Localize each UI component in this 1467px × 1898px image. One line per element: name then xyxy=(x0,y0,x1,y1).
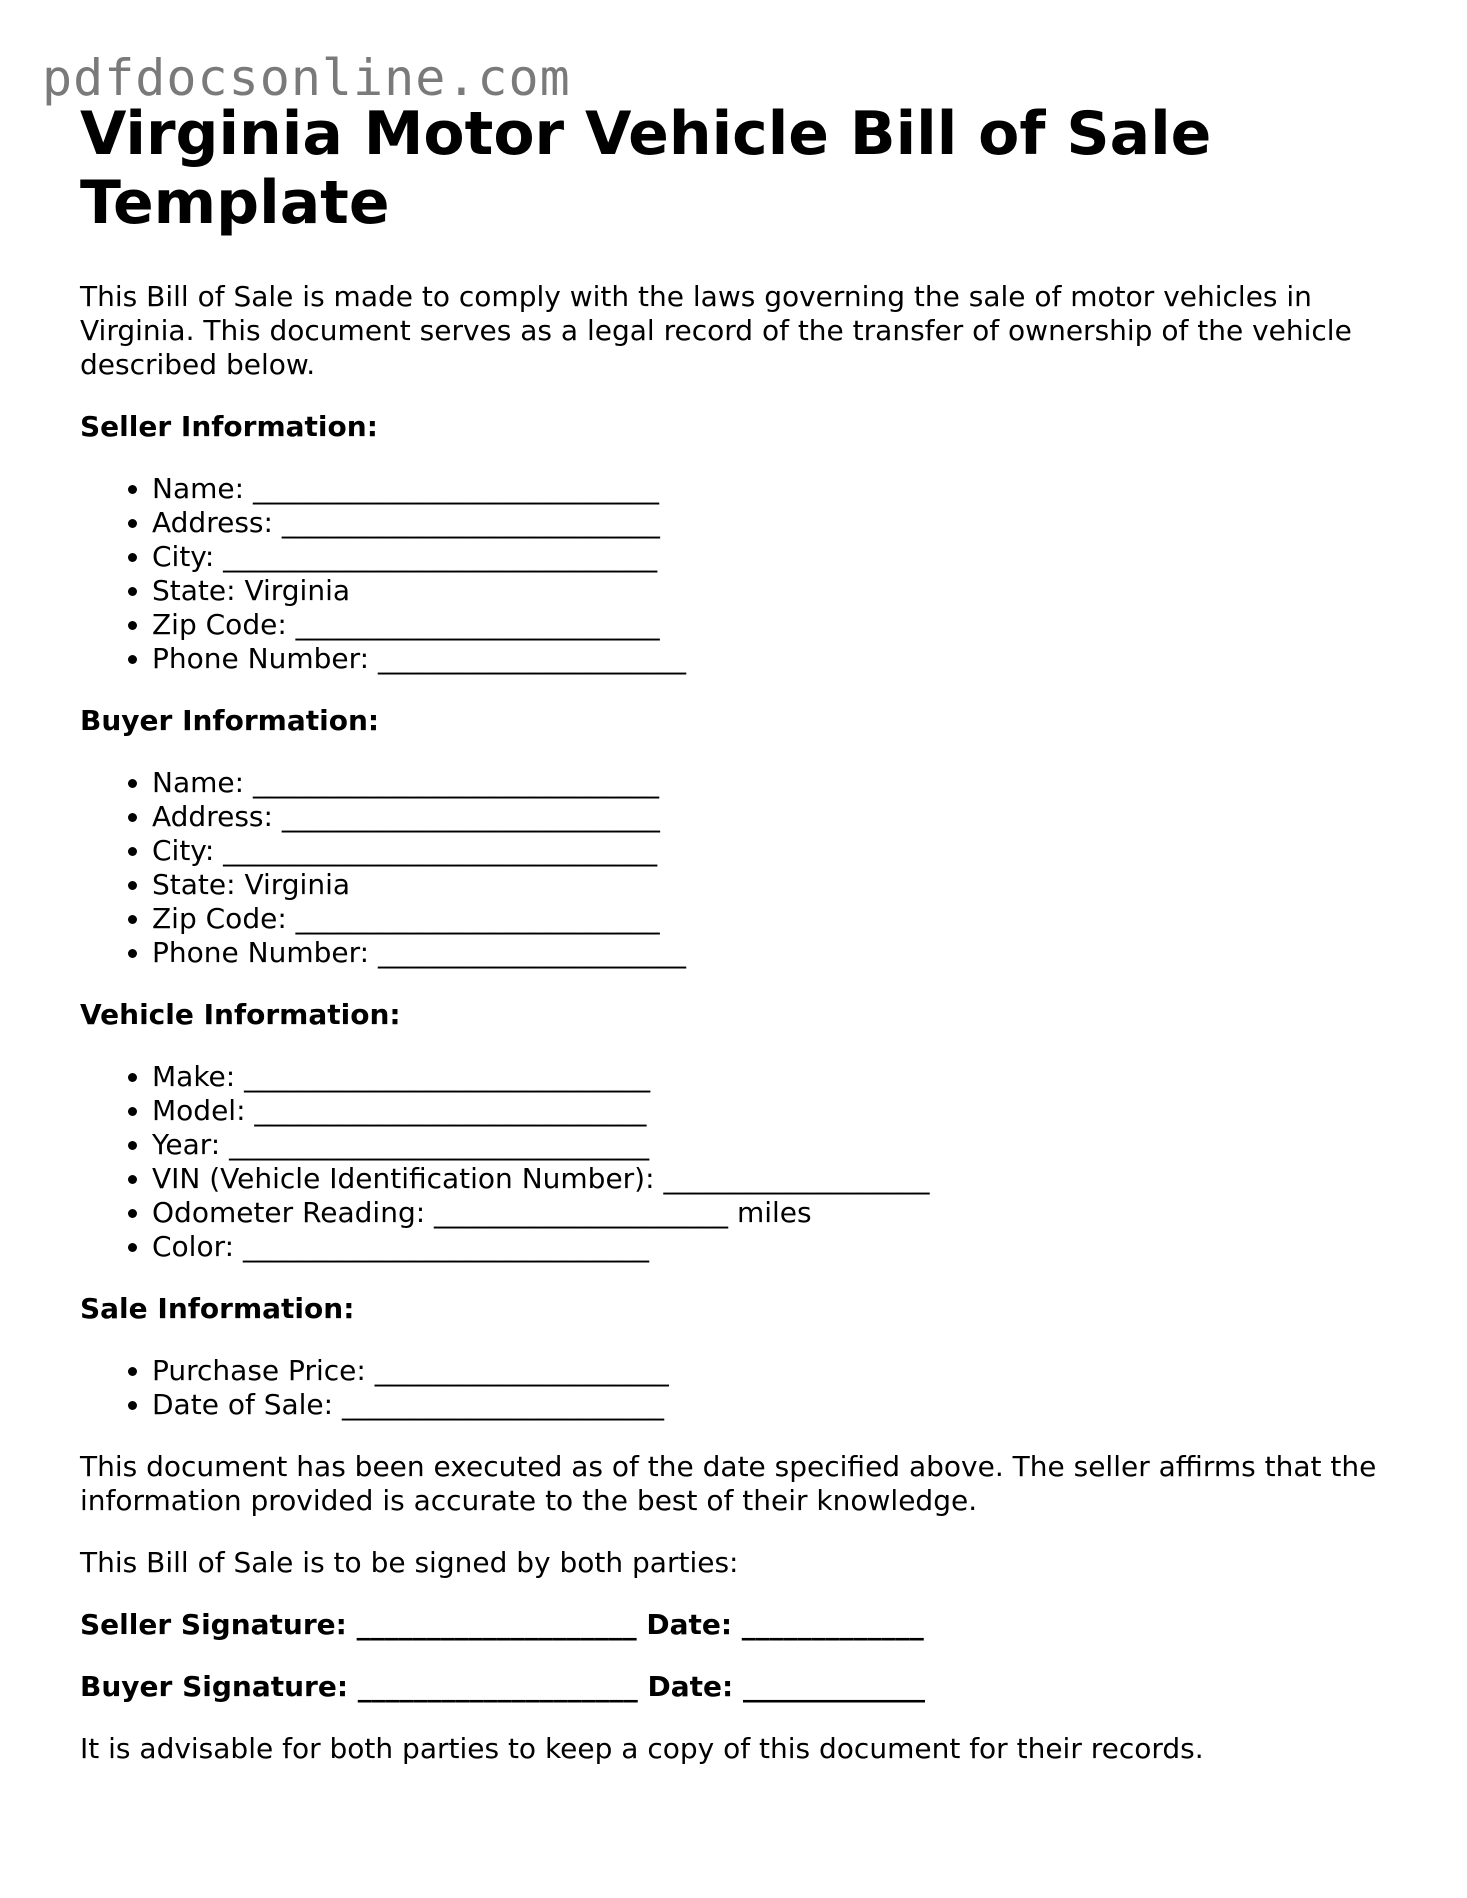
vehicle-vin-field: • VIN (Vehicle Identification Number): ___________________ xyxy=(152,1162,1410,1196)
buyer-state-field: • State: Virginia xyxy=(152,868,1410,902)
buyer-name-field: • Name: _____________________________ xyxy=(152,766,1410,800)
buyer-zip-field: • Zip Code: __________________________ xyxy=(152,902,1410,936)
intro-paragraph: This Bill of Sale is made to comply with the laws governing the sale of motor vehicles in Virginia. This document serves as a legal record of the transfer of ownership of the vehicle described below. xyxy=(80,280,1352,381)
executed-statement: This document has been executed as of the date specified above. The seller affirms that the information provided is accurate to the best of their knowledge. xyxy=(80,1450,1377,1517)
page-title: Virginia Motor Vehicle Bill of Sale Template xyxy=(80,99,1212,238)
vehicle-model-field: • Model: ____________________________ xyxy=(152,1094,1410,1128)
seller-city-field: • City: _______________________________ xyxy=(152,540,1410,574)
document-body xyxy=(80,100,1410,1766)
seller-state-field: • State: Virginia xyxy=(152,574,1410,608)
buyer-section-heading: Buyer Information: xyxy=(80,704,380,737)
watermark: pdfdocsonline.com xyxy=(42,49,571,107)
sale-field-list xyxy=(80,1354,1410,1422)
seller-address-field: • Address: ___________________________ xyxy=(152,506,1410,540)
vehicle-odometer-field: • Odometer Reading: _____________________ miles xyxy=(152,1196,1410,1230)
buyer-phone-field: • Phone Number: ______________________ xyxy=(152,936,1410,970)
buyer-address-field: • Address: ___________________________ xyxy=(152,800,1410,834)
seller-phone-field: • Phone Number: ______________________ xyxy=(152,642,1410,676)
vehicle-section-heading: Vehicle Information: xyxy=(80,998,401,1031)
buyer-field-list xyxy=(80,766,1410,970)
vehicle-field-list xyxy=(80,1060,1410,1264)
seller-field-list xyxy=(80,472,1410,676)
closing-statement: It is advisable for both parties to keep a copy of this document for their records. xyxy=(80,1732,1204,1765)
seller-name-field: • Name: _____________________________ xyxy=(152,472,1410,506)
vehicle-year-field: • Year: ______________________________ xyxy=(152,1128,1410,1162)
vehicle-make-field: • Make: _____________________________ xyxy=(152,1060,1410,1094)
sale-section-heading: Sale Information: xyxy=(80,1292,355,1325)
date-of-sale-field: • Date of Sale: _______________________ xyxy=(152,1388,1410,1422)
buyer-city-field: • City: _______________________________ xyxy=(152,834,1410,868)
purchase-price-field: • Purchase Price: _____________________ xyxy=(152,1354,1410,1388)
buyer-signature-line: Buyer Signature: ____________________ Date: _____________ xyxy=(80,1670,925,1703)
seller-section-heading: Seller Information: xyxy=(80,410,378,443)
vehicle-color-field: • Color: _____________________________ xyxy=(152,1230,1410,1264)
signed-statement: This Bill of Sale is to be signed by both parties: xyxy=(80,1546,739,1579)
seller-zip-field: • Zip Code: __________________________ xyxy=(152,608,1410,642)
seller-signature-line: Seller Signature: ____________________ Date: _____________ xyxy=(80,1608,924,1641)
